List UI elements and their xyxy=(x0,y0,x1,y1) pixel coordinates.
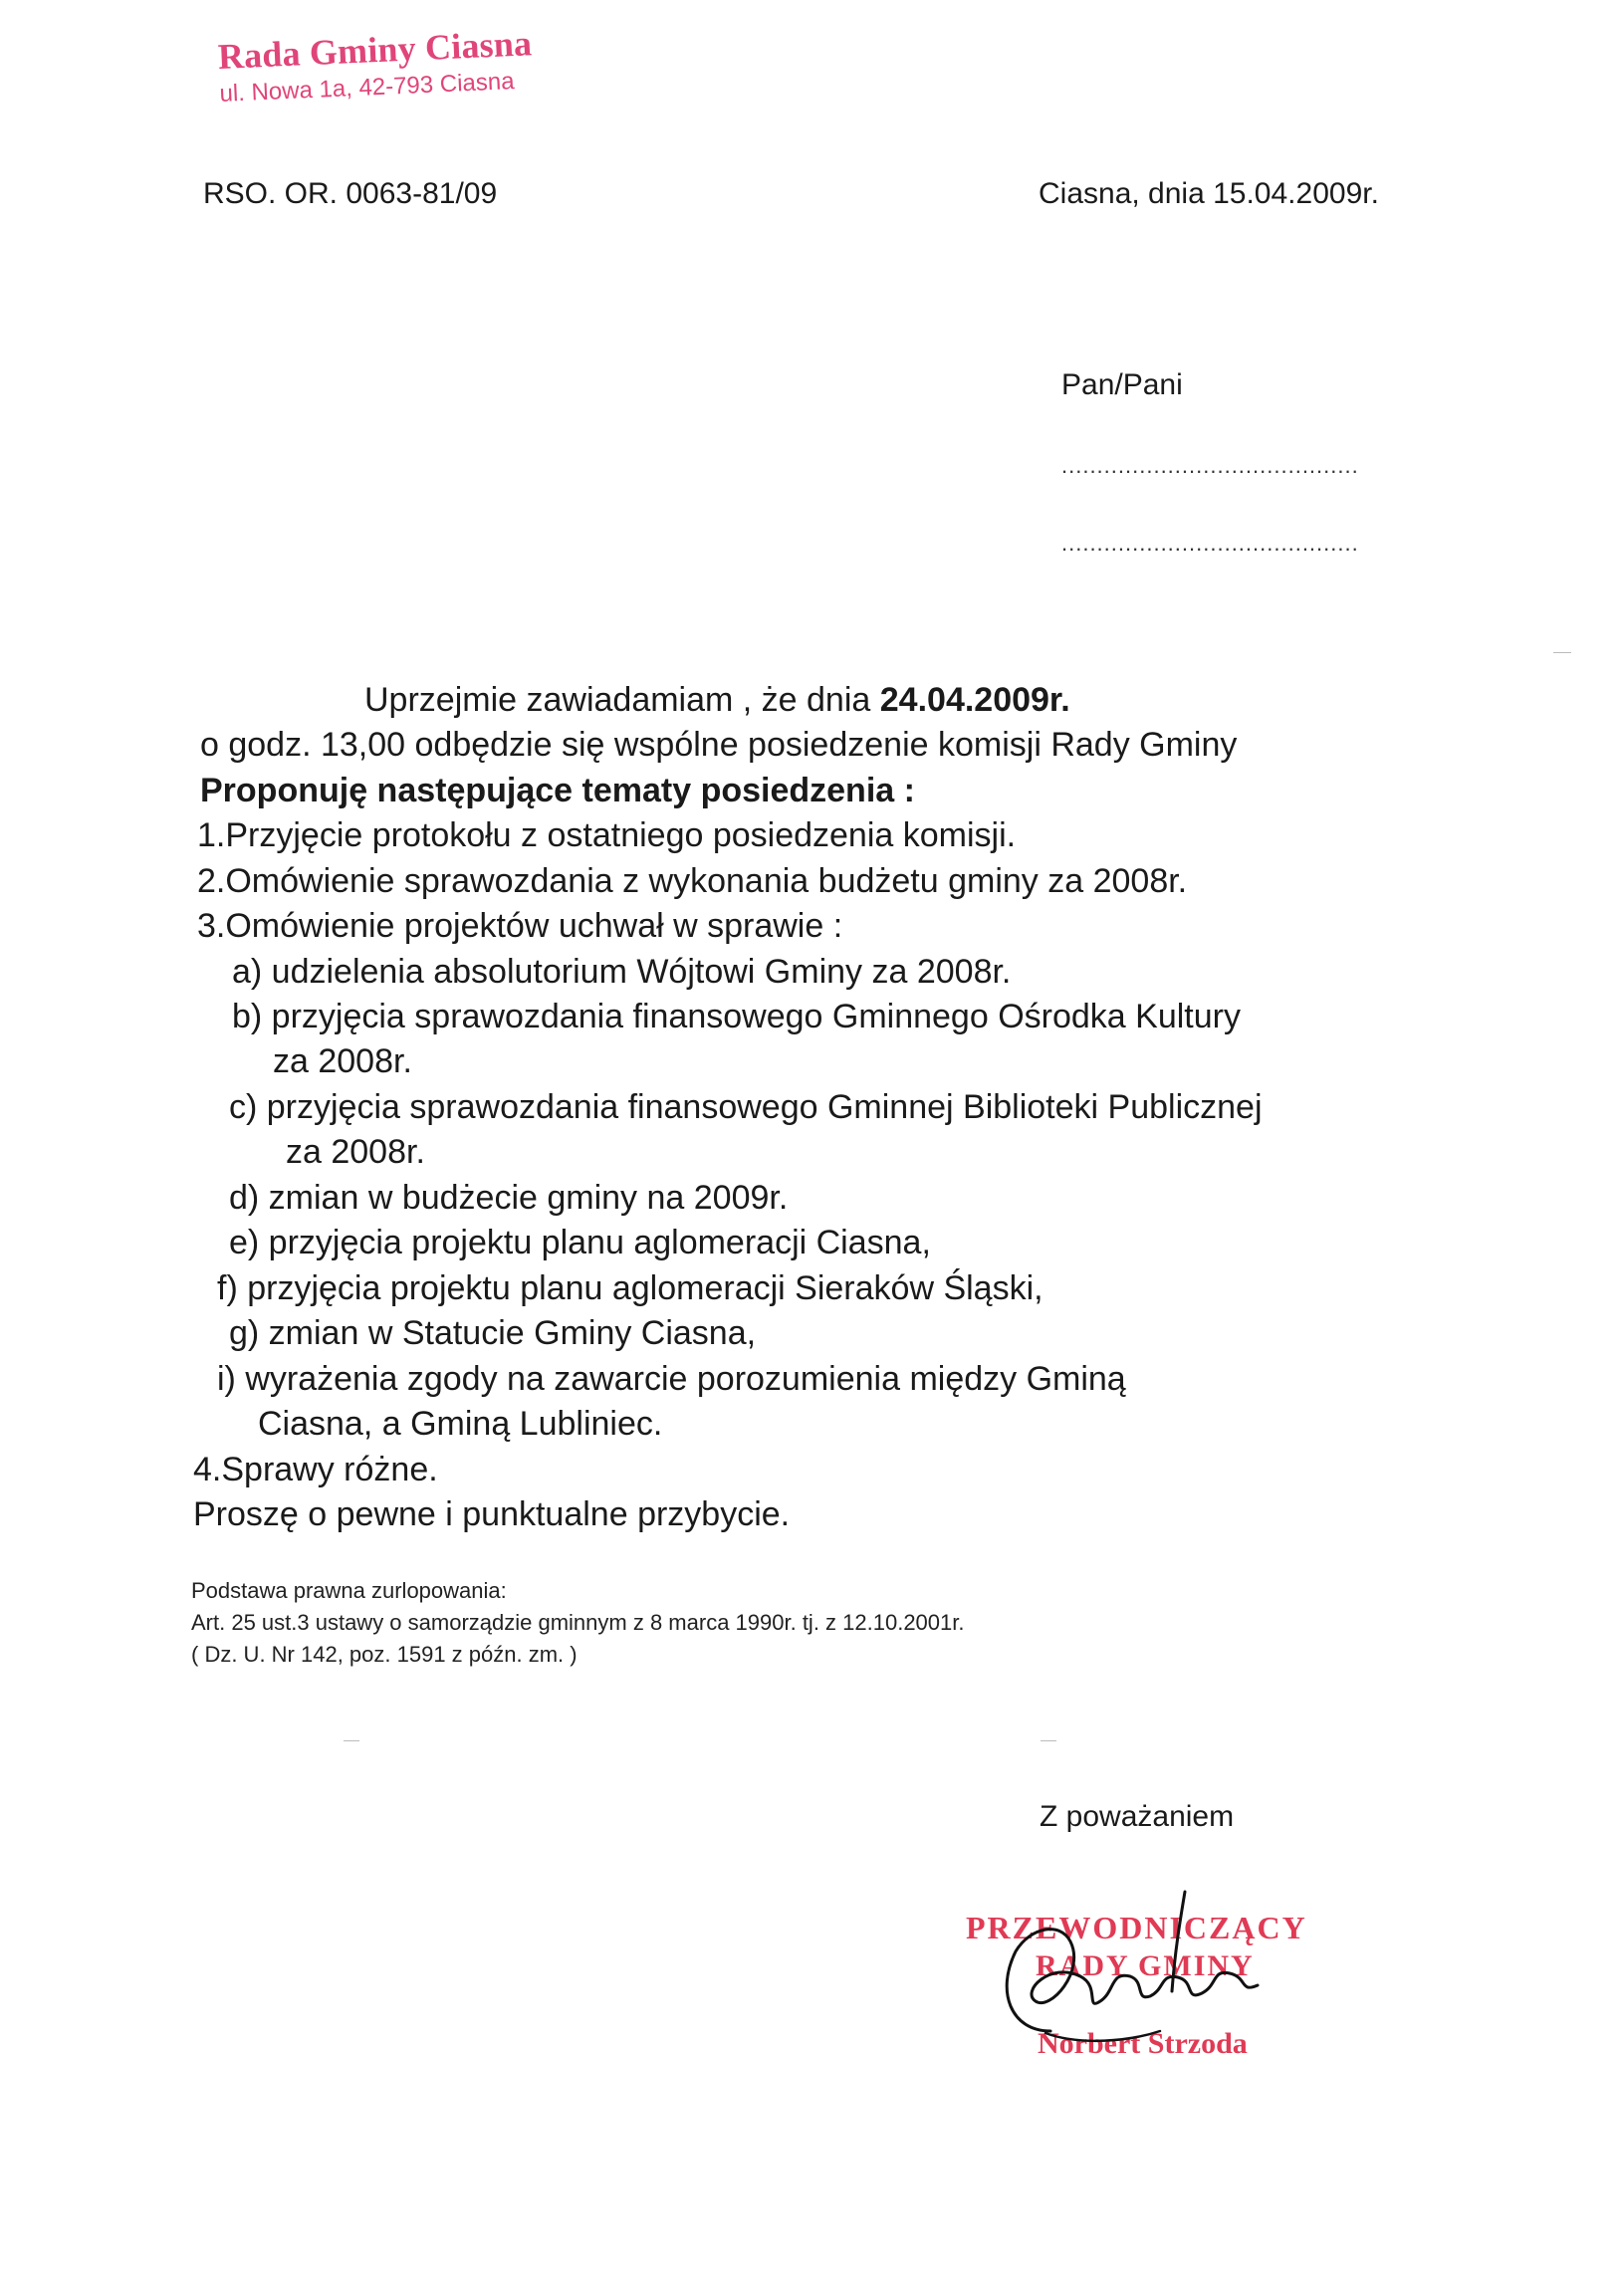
handwritten-signature-icon xyxy=(991,1882,1289,2081)
reference-number: RSO. OR. 0063-81/09 xyxy=(203,177,498,210)
closing-regards: Z poważaniem xyxy=(1040,1800,1235,1833)
agenda-item-1: 1.Przyjęcie protokołu z ostatniego posiedzenia komisji. xyxy=(197,816,1017,854)
addressee-line-1: .......................................... xyxy=(1061,453,1359,478)
agenda-item-3: 3.Omówienie projektów uchwał w sprawie : xyxy=(197,907,843,945)
intro-text: Uprzejmie zawiadamiam , że dnia xyxy=(364,681,880,719)
agenda-sub-g: g) zmian w Statucie Gminy Ciasna, xyxy=(229,1314,757,1352)
closing-request: Proszę o pewne i punktualne przybycie. xyxy=(193,1495,791,1533)
agenda-sub-i-line-1: i) wyrażenia zgody na zawarcie porozumienia między Gminą xyxy=(217,1360,1126,1398)
scan-artifact xyxy=(1553,652,1571,653)
stamp-subtitle: RADY GMINY xyxy=(1036,1949,1255,1982)
place-and-date: Ciasna, dnia 15.04.2009r. xyxy=(1039,177,1379,210)
agenda-sub-c-line-2: za 2008r. xyxy=(286,1133,425,1171)
intro-line-1 xyxy=(364,681,1070,720)
agenda-sub-d: d) zmian w budżecie gminy na 2009r. xyxy=(229,1179,789,1217)
agenda-item-4: 4.Sprawy różne. xyxy=(193,1451,438,1488)
legal-basis-journal: ( Dz. U. Nr 142, poz. 1591 z późn. zm. ) xyxy=(191,1642,578,1667)
agenda-item-2: 2.Omówienie sprawozdania z wykonania budżetu gminy za 2008r. xyxy=(197,862,1188,900)
scan-artifact xyxy=(1041,1740,1056,1741)
topics-heading: Proponuję następujące tematy posiedzenia : xyxy=(200,772,915,809)
agenda-sub-f: f) przyjęcia projektu planu aglomeracji Sieraków Śląski, xyxy=(217,1269,1044,1307)
organization-name: Rada Gminy Ciasna xyxy=(217,23,533,77)
scan-artifact xyxy=(344,1740,359,1741)
agenda-sub-b-line-1: b) przyjęcia sprawozdania finansowego Gminnego Ośrodka Kultury xyxy=(232,998,1241,1035)
organization-address: ul. Nowa 1a, 42-793 Ciasna xyxy=(218,68,516,109)
addressee-line-2: .......................................... xyxy=(1061,531,1359,556)
header-stamp xyxy=(217,22,534,110)
legal-basis-article: Art. 25 ust.3 ustawy o samorządzie gminnym z 8 marca 1990r. tj. z 12.10.2001r. xyxy=(191,1610,965,1635)
agenda-sub-e: e) przyjęcia projektu planu aglomeracji Ciasna, xyxy=(229,1224,931,1261)
agenda-sub-a: a) udzielenia absolutorium Wójtowi Gminy za 2008r. xyxy=(232,953,1012,991)
intro-line-2: o godz. 13,00 odbędzie się wspólne posiedzenie komisji Rady Gminy xyxy=(200,726,1238,764)
stamp-name: Norbert Strzoda xyxy=(1038,2027,1248,2060)
agenda-sub-b-line-2: za 2008r. xyxy=(273,1042,412,1080)
agenda-sub-c-line-1: c) przyjęcia sprawozdania finansowego Gminnej Biblioteki Publicznej xyxy=(229,1088,1263,1126)
legal-basis-heading: Podstawa prawna zurlopowania: xyxy=(191,1578,507,1603)
meeting-date: 24.04.2009r. xyxy=(879,681,1070,719)
agenda-sub-i-line-2: Ciasna, a Gminą Lubliniec. xyxy=(258,1405,663,1443)
stamp-title: PRZEWODNICZĄCY xyxy=(966,1910,1307,1945)
addressee-label: Pan/Pani xyxy=(1061,368,1183,401)
